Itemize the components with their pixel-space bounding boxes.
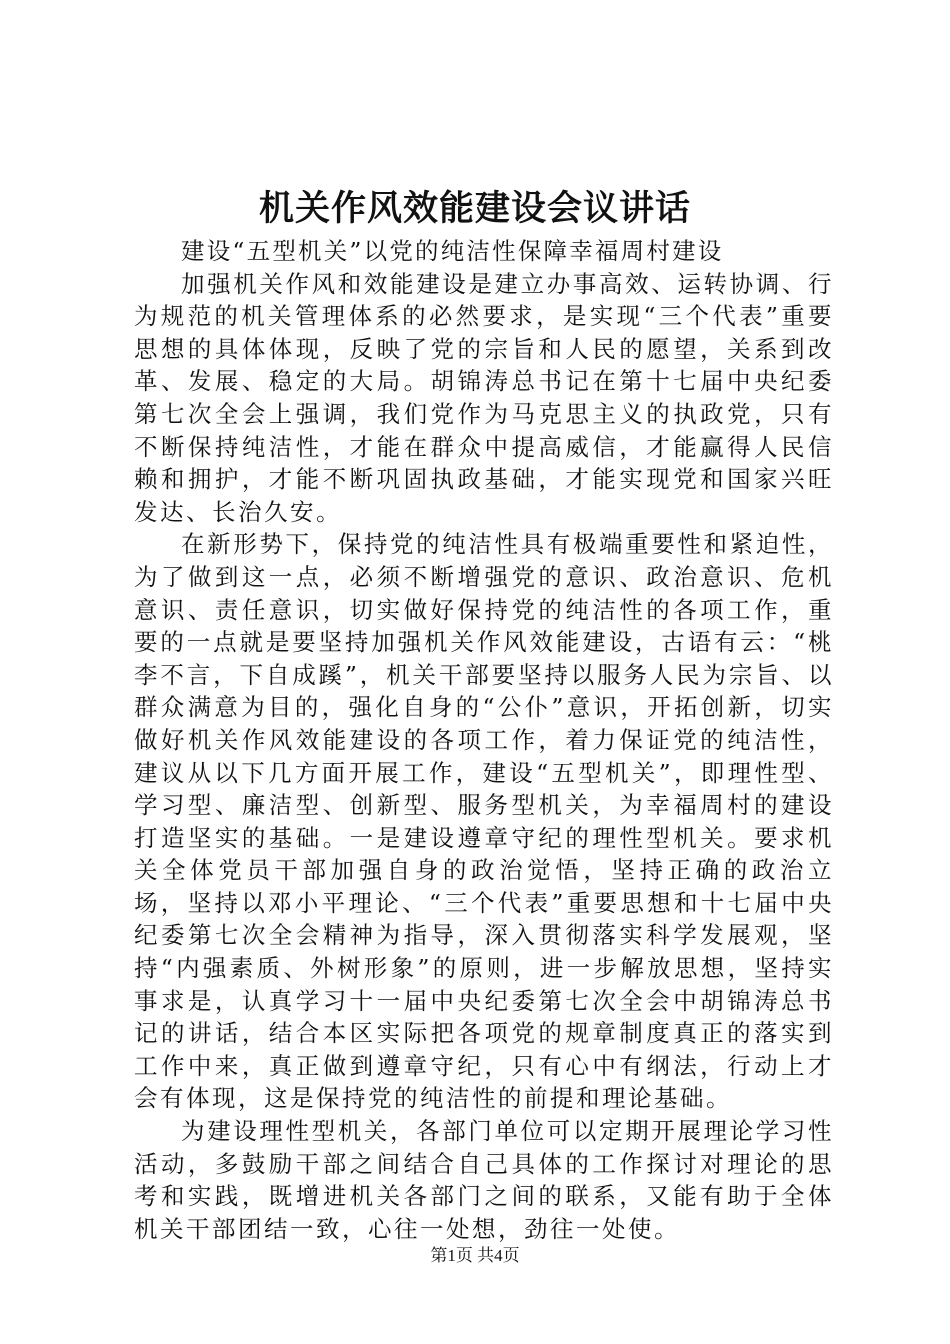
document-subtitle: 建设“五型机关”以党的纯洁性保障幸福周村建设 [181, 237, 724, 265]
paragraph: 在新形势下，保持党的纯洁性具有极端重要性和紧迫性，为了做到这一点，必须不断增强党的意识、政治意识、危机意识、责任意识，切实做好保持党的纯洁性的各项工作，重要的一点就是要坚持加强机关作风效能建设，古语有云：“桃李不言，下自成蹊”，机关干部要坚持以服务人民为宗旨、以群众满意为目的，强化自身的“公仆”意识，开拓创新，切实做好机关作风效能建设的各项工作，着力保证党的纯洁性，建议从以下几方面开展工作，建设“五型机关”，即理性型、学习型、廉洁型、创新型、服务型机关，为幸福周村的建设打造坚实的基础。一是建设遵章守纪的理性型机关。要求机关全体党员干部加强自身的政治觉悟，坚持正确的政治立场，坚持以邓小平理论、“三个代表”重要思想和十七届中央纪委第七次全会精神为指导，深入贯彻落实科学发展观，坚持“内强素质、外树形象”的原则，进一步解放思想，坚持实事求是，认真学习十一届中央纪委第七次全会中胡锦涛总书记的讲话，结合本区实际把各项党的规章制度真正的落实到工作中来，真正做到遵章守纪，只有心中有纲法，行动上才会有体现，这是保持党的纯洁性的前提和理论基础。 [134, 530, 834, 1113]
page-number-footer: 第1页 共4页 [430, 1246, 520, 1265]
document-title: 机关作风效能建设会议讲话 [258, 188, 691, 229]
document-body [134, 235, 834, 1245]
paragraph: 为建设理性型机关，各部门单位可以定期开展理论学习性活动，多鼓励干部之间结合自己具体的工作探讨对理论的思考和实践，既增进机关各部门之间的联系，又能有助于全体机关干部团结一致，心往一处想，劲往一处使。 [134, 1117, 834, 1243]
paragraph: 加强机关作风和效能建设是建立办事高效、运转协调、行为规范的机关管理体系的必然要求，是实现“三个代表”重要思想的具体体现，反映了党的宗旨和人民的愿望，关系到改革、发展、稳定的大局。胡锦涛总书记在第十七届中央纪委第七次全会上强调，我们党作为马克思主义的执政党，只有不断保持纯洁性，才能在群众中提高威信，才能赢得人民信赖和拥护，才能不断巩固执政基础，才能实现党和国家兴旺发达、长治久安。 [134, 269, 834, 526]
